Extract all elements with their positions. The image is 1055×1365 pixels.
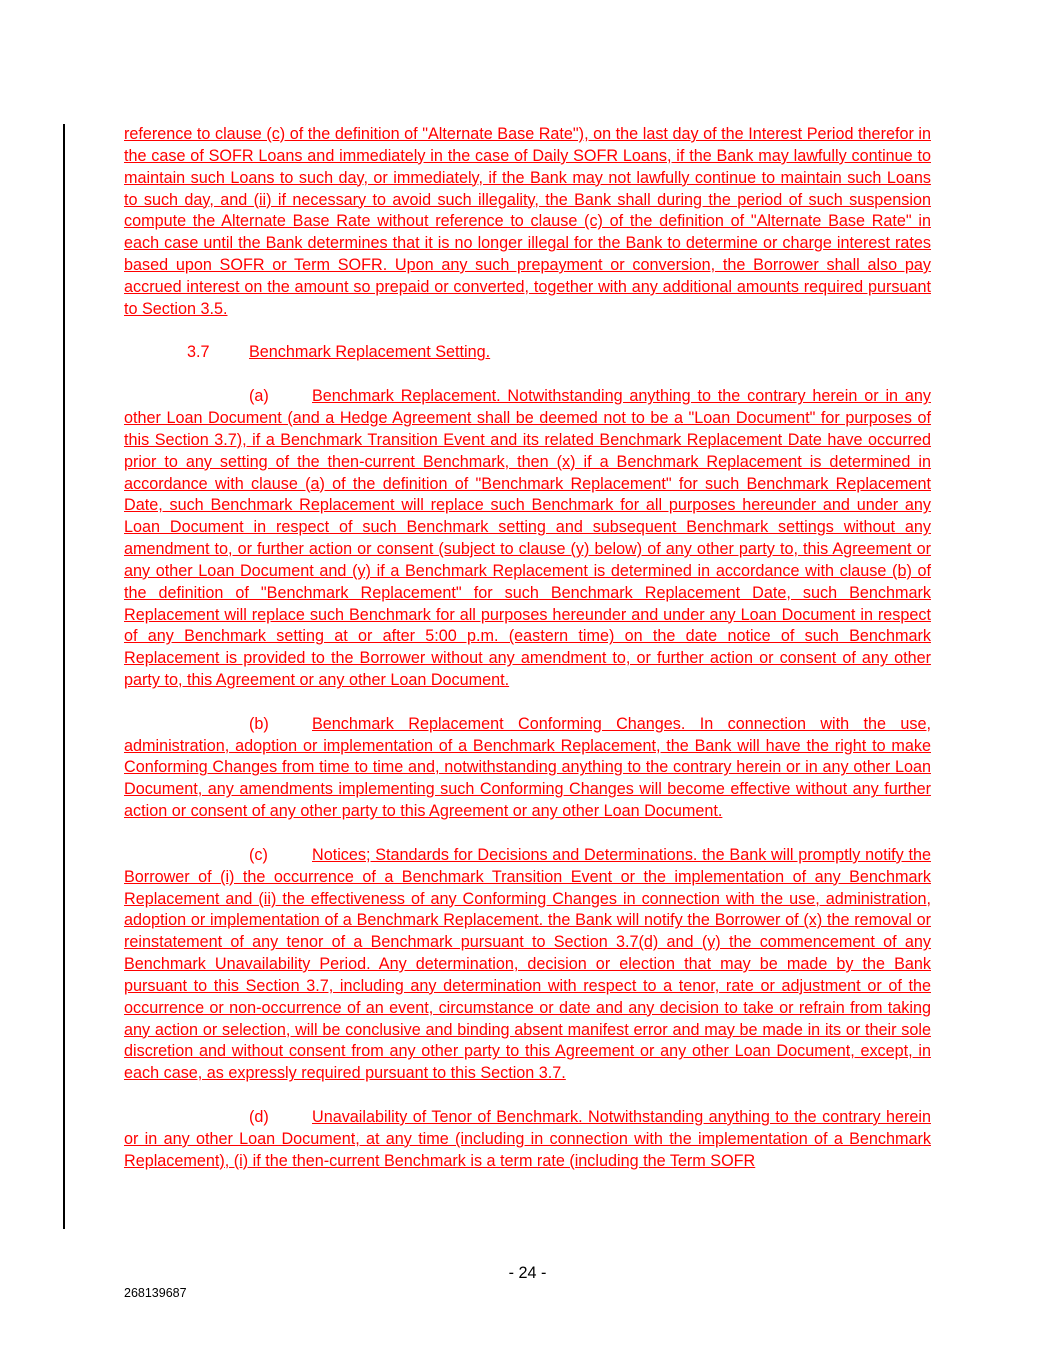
subsection-text: Benchmark Replacement Conforming Changes. In connection with the use, administration, adoption or implementation of a Benchmark Replacement, the Bank will have the right to make Conforming Changes from time to time and, notwithstanding anything to the contrary herein or in any other Loan Document, any amendments implementing such Conforming Changes will become effective without any further action or consent of any other party to this Agreement or any other Loan Document.	[124, 714, 931, 821]
revision-change-bar	[63, 124, 65, 1229]
subsection-text: Benchmark Replacement. Notwithstanding anything to the contrary herein or in any other Loan Document (and a Hedge Agreement shall be deemed not to be a "Loan Document" for purposes of this Section 3.7), if a Benchmark Transition Event and its related Benchmark Replacement Date have occurred prior to any setting of the then-current Benchmark, then (x) if a Benchmark Replacement is determined in accordance with clause (a) of the definition of "Benchmark Replacement" for such Benchmark Replacement Date, such Benchmark Replacement will replace such Benchmark for all purposes hereunder and under any Loan Document in respect of such Benchmark setting and subsequent Benchmark settings without any amendment to, or further action or consent (subject to clause (y) below) of any other party to, this Agreement or any other Loan Document and (y) if a Benchmark Replacement is determined in accordance with clause (b) of the definition of "Benchmark Replacement" for such Benchmark Replacement Date, such Benchmark Replacement will replace such Benchmark for all purposes hereunder and under any Loan Document in respect of any Benchmark setting at or after 5:00 p.m. (eastern time) on the date notice of such Benchmark Replacement is provided to the Borrower without any amendment to, or further action or consent of any other party to, this Agreement or any other Loan Document.	[124, 387, 931, 690]
section-title: Benchmark Replacement Setting.	[249, 343, 491, 362]
subsection-b	[124, 714, 931, 823]
subsection-c	[124, 845, 931, 1085]
subsection-d	[124, 1107, 931, 1173]
section-heading	[124, 342, 931, 364]
subsection-text: Notices; Standards for Decisions and Determinations. the Bank will promptly notify the Borrower of (i) the occurrence of a Benchmark Transition Event or the implementation of any Benchmark Replacement and (ii) the effectiveness of any Conforming Changes in connection with the use, administration, adoption or implementation of a Benchmark Replacement. the Bank will notify the Borrower of (x) the removal or reinstatement of any tenor of a Benchmark pursuant to Section 3.7(d) and (y) the commencement of any Benchmark Unavailability Period. Any determination, decision or election that may be made by the Bank pursuant to this Section 3.7, including any determination with respect to a tenor, rate or adjustment or of the occurrence or non-occurrence of an event, circumstance or date and any decision to take or refrain from taking any action or selection, will be conclusive and binding absent manifest error and may be made in its or their sole discretion and without consent from any other party to this Agreement or any other Loan Document, except, in each case, as expressly required pursuant to this Section 3.7.	[124, 845, 931, 1083]
subsection-label: (c)	[249, 845, 268, 864]
document-id: 268139687	[124, 1286, 187, 1300]
subsection-label: (d)	[249, 1107, 269, 1126]
subsection-label: (a)	[249, 387, 269, 406]
continuation-paragraph: reference to clause (c) of the definition of "Alternate Base Rate"), on the last day of the Interest Period therefor in the case of SOFR Loans and immediately in the case of Daily SOFR Loans, if the Bank may lawfully continue to maintain such Loans to such day, or immediately, if the Bank may not lawfully continue to maintain such Loans to such day, and (ii) if necessary to avoid such illegality, the Bank shall during the period of such suspension compute the Alternate Base Rate without reference to clause (c) of the definition of "Alternate Base Rate" in each case until the Bank determines that it is no longer illegal for the Bank to determine or charge interest rates based upon SOFR or Term SOFR. Upon any such prepayment or conversion, the Borrower shall also pay accrued interest on the amount so prepaid or converted, together with any additional amounts required pursuant to Section 3.5.	[124, 125, 931, 318]
subsection-label: (b)	[249, 714, 269, 733]
page-number: - 24 -	[508, 1264, 547, 1282]
subsection-text: Unavailability of Tenor of Benchmark. Notwithstanding anything to the contrary herein or in any other Loan Document, at any time (including in connection with the implementation of a Benchmark Replacement), (i) if the then-current Benchmark is a term rate (including the Term SOFR	[124, 1107, 931, 1170]
document-body	[124, 124, 931, 1194]
subsection-a	[124, 386, 931, 692]
section-number: 3.7	[187, 343, 210, 362]
